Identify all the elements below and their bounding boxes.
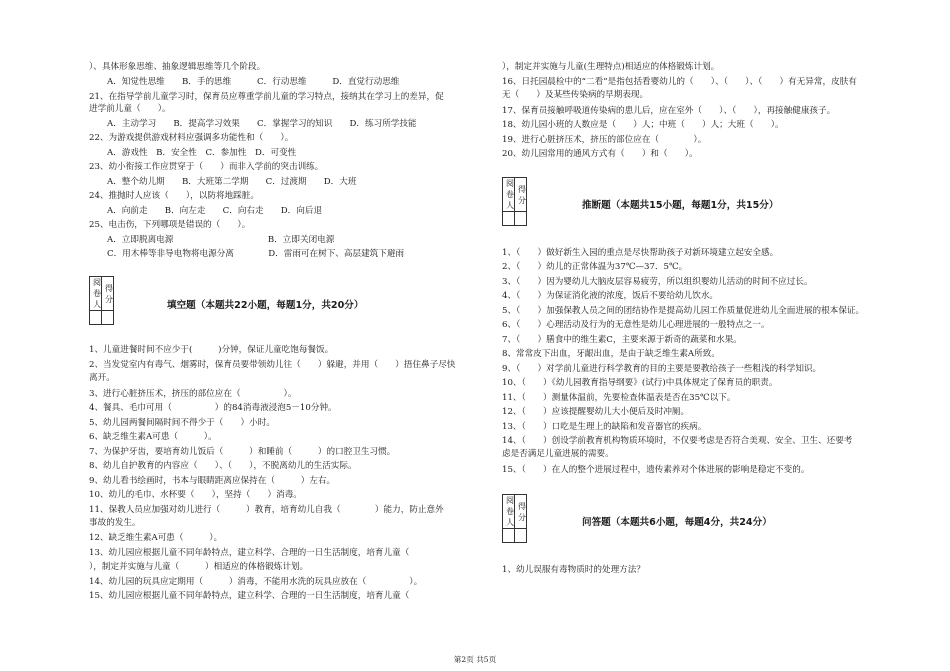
fill-item: 18、幼儿园小班的人数应是（ ）人；中班（ ）人；大班（ ）。 [502,120,784,130]
mc-question-25: 25、电击伤，下列哪项是错误的（ ）。 [89,220,251,230]
fill-item: 5、幼儿园两餐间隔时间不得少于（ ）小时。 [89,418,275,428]
score-label: 得分 [515,178,527,212]
mc-options: A．主动学习 B．提高学习效果 C．掌握学习的知识 D．练习所学技能 [107,119,417,129]
mc-line: 进学前儿童（ ）。 [89,104,171,114]
fill-item: 14、幼儿园的玩具应定期用（ ）消毒，不能用水洗的玩具应放在（ ）。 [89,577,423,587]
mc-options: A．整个幼儿期 B．大班第二学期 C．过渡期 D．大班 [107,177,357,187]
judge-item: 14、（ ）创设学前教育机构物质环境时，不仅要考虑是否符合美观、安全、卫生、还要考 [502,436,853,446]
judge-item: 11、（ ）测量体温前，先要检查体温表是否在35℃以下。 [502,393,736,403]
judge-item: 10、（ ）《幼儿园教育指导纲要》(试行)中具体规定了保育员的职责。 [502,378,778,388]
judge-item: 13、（ ）口吃是生理上的缺陷和发音器官的疾病。 [502,422,707,432]
fill-item: 离开。 [89,373,115,383]
score-cell[interactable] [515,212,527,226]
score-cell[interactable] [515,529,527,543]
fill-item: 10、幼儿的毛巾、水杯要（ ），坚持（ ）消毒。 [89,490,302,500]
score-box [502,177,527,226]
score-label: 得分 [102,277,114,311]
section-title-qa: 问答题（本题共6小题，每题4分，共24分） [582,517,772,528]
fill-item: 6、缺乏维生素A可患（ ）。 [89,432,217,442]
reviewer-cell[interactable] [90,311,102,325]
fill-item: 9、幼儿看书绘画时，书本与眼睛距离应保持在（ ）左右。 [89,476,336,486]
mc-question-24: 24、推抛时人应该（ ），以防将地踩脏。 [89,191,259,201]
mc-options: A．向前走 B．向左走 C．向右走 D．向后退 [107,206,323,216]
fill-item: 12、缺乏维生素A可患（ ）。 [89,533,223,543]
reviewer-label: 阅卷人 [503,495,515,529]
judge-item: 8、常常皮下出血，牙龈出血，是由于缺乏维生素A所致。 [502,349,720,359]
mc-options: A．知觉性思维 B．手的思维 C．行动思维 D．直觉行动思维 [107,77,400,87]
fill-item: 19、进行心脏挤压术，挤压的部位应在（ ）。 [502,135,707,145]
fill-item: 1、儿童进餐时间不应少于( )分钟，保证儿童吃饱每餐饭。 [89,345,334,355]
judge-item: 6、（ ）心理活动及行为的无意性是幼儿心理进展的一般特点之一。 [502,320,770,330]
section-title-fill: 填空题（本题共22小题，每题1分，共20分） [167,300,364,311]
fill-item: 11、保教人员应加强对幼儿进行（ ）教育，培育幼儿自我（ ）能力，防止意外 [89,505,444,515]
mc-question-21: 21、在指导学前儿童学习时，保育员应尊重学前儿童的学习特点，接纳其在学习上的差异，促 [89,92,444,102]
judge-item: 12、（ ）应该提醒婴幼儿大小便后及时冲厕。 [502,407,690,417]
fill-item: 16、日托园晨检中的“二看”是指包括看婴幼儿的（ ）、（ ）、（ ）有无异常，皮肤有 [502,77,857,87]
fill-item: 8、幼儿自护教育的内容应（ ）、（ ），不脱离幼儿的生活实际。 [89,461,357,471]
judge-item: 9、（ ）对学前儿童进行科学教育的目的主要是要教给孩子一些粗浅的科学知识。 [502,364,822,374]
mc-line: ）、具体形象思维、抽象逻辑思维等几个阶段。 [89,62,266,72]
judge-item: 15、（ ）在人的整个进展过程中，遗传素养对个体进展的影响是稳定不变的。 [502,465,810,475]
score-box [89,276,114,325]
reviewer-cell[interactable] [503,212,515,226]
fill-item: ），制定并实施与儿童（ ）相适应的体格锻炼计划。 [89,562,309,572]
judge-item: 3、（ ）因为婴幼儿大脑皮层容易疲劳，所以组织婴幼儿活动的时间不应过长。 [502,277,813,287]
judge-item: 7、（ ）膳食中的维生素C，主要来源于新奇的蔬菜和水果。 [502,335,742,345]
fill-item: 2、当发觉室内有毒气、烟雾时，保育员要带领幼儿往（ ）躲避，并用（ ）捂住鼻子尽快 [89,360,456,370]
fill-item: 无（ ）及某些传染病的早期表现。 [502,90,649,100]
fill-item: 20、幼儿园常用的通风方式有（ ）和（ ）。 [502,149,698,159]
mc-question-22: 22、为游戏提供游戏材料应强调多功能性和（ ）。 [89,133,294,143]
reviewer-label: 阅卷人 [503,178,515,212]
section-title-judge: 推断题（本题共15小题，每题1分，共15分） [582,200,779,211]
judge-item: 虑是否满足儿童进展的需要。 [502,449,614,459]
fill-item: 15、幼儿园应根据儿童不同年龄特点，建立科学、合理的一日生活制度，培育儿童（ [89,591,410,601]
fill-item: 事故的发生。 [89,518,141,528]
fill-item: 17、保育员接触呼吸道传染病的患儿后，应在室外（ ）、（ ），再接触健康孩子。 [502,106,836,116]
reviewer-label: 阅卷人 [90,277,102,311]
fill-item: ），制定并实施与儿童(生理特点)相适应的体格锻炼计划。 [502,62,720,72]
fill-item: 13、幼儿园应根据儿童不同年龄特点，建立科学、合理的一日生活制度，培育儿童（ [89,548,410,558]
mc-question-23: 23、幼小衔接工作应贯穿于（ ）而非入学前的突击训练。 [89,162,324,172]
judge-item: 5、（ ）加强保教人员之间的团结协作是提高幼儿园工作质量促进幼儿全面进展的根本保证。 [502,306,865,316]
judge-item: 4、（ ）为保证消化液的浓度，饭后不要给幼儿饮水。 [502,291,719,301]
mc-options: A．游戏性 B．安全性 C．参加性 D．可变性 [107,148,297,158]
reviewer-cell[interactable] [503,529,515,543]
score-label: 得分 [515,495,527,529]
qa-item: 1、幼儿误服有毒物质时的处理方法？ [502,565,645,575]
fill-item: 4、餐具、毛巾可用（ ）的84消毒液浸泡5－10分钟。 [89,403,337,413]
judge-item: 2、（ ）幼儿的正常体温为37℃—37．5℃。 [502,262,688,272]
fill-item: 3、进行心脏挤压术，挤压的部位应在（ ）。 [89,389,297,399]
fill-item: 7、为保护牙齿，要培育幼儿饭后（ ）和睡前（ ）的口腔卫生习惯。 [89,447,396,457]
score-cell[interactable] [102,311,114,325]
mc-options: A．立即脱离电源 B．立即关闭电源 [107,235,335,245]
score-box [502,494,527,543]
mc-options: C．用木棒等非导电物将电源分离 D．雷雨可在树下、高层建筑下避雨 [107,249,405,259]
judge-item: 1、（ ）做好新生入园的重点是尽快帮助孩子对新环境建立起安全感。 [502,248,779,258]
page-number: 第2页 共5页 [453,655,497,664]
